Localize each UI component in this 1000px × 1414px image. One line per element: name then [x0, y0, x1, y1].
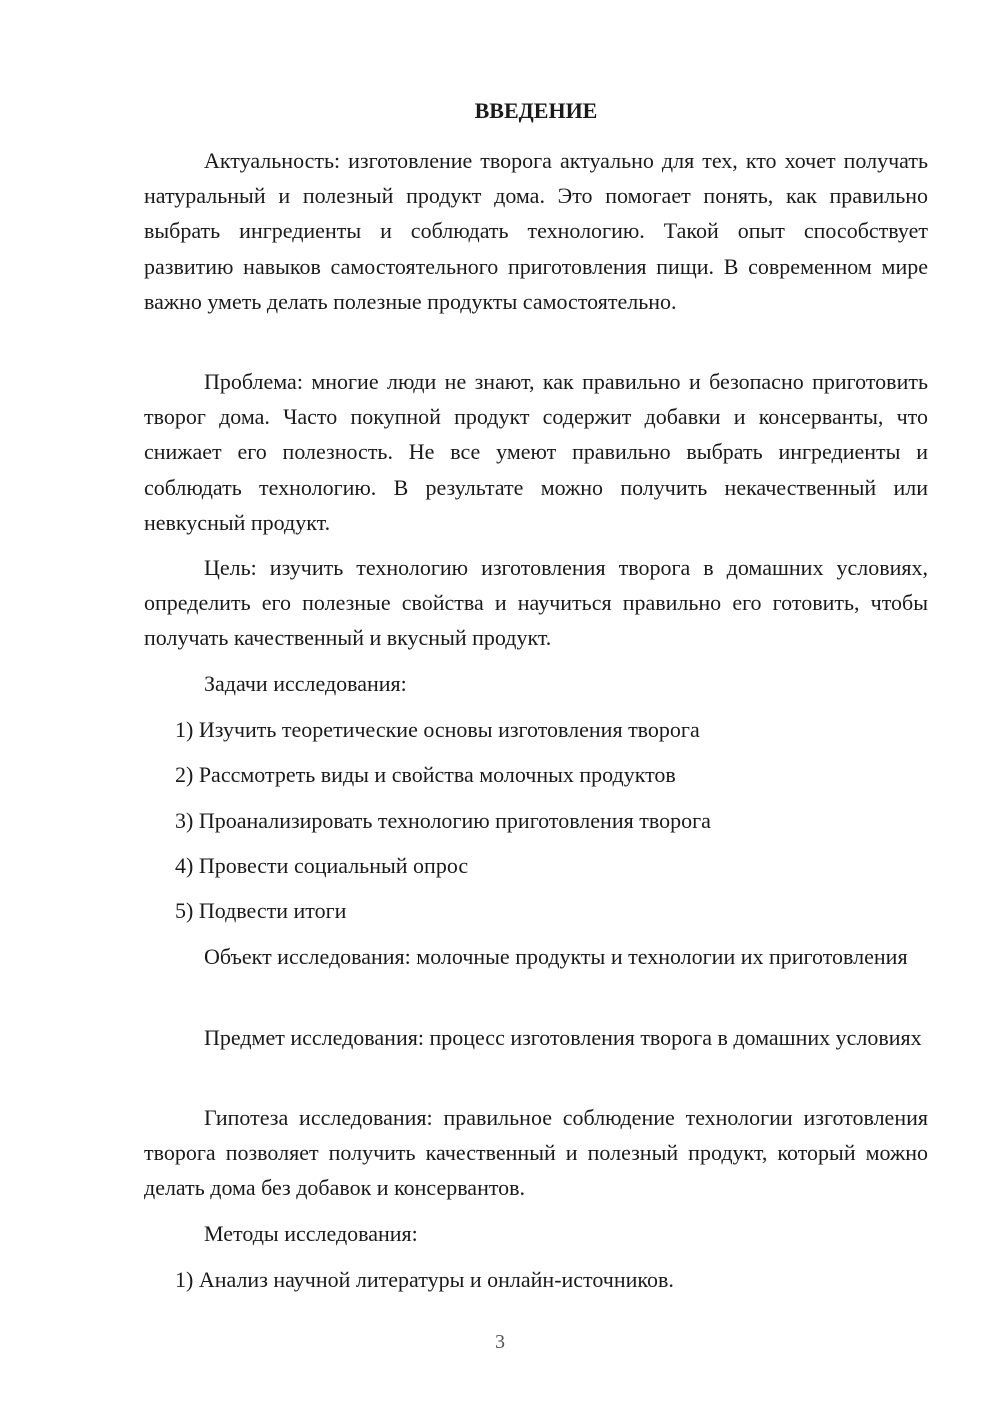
subject-paragraph: Предмет исследования: процесс изготовления творога в домашних условиях — [204, 1025, 922, 1050]
page-number: 3 — [495, 1331, 505, 1353]
problem-paragraph: Проблема: многие люди не знают, как правильно и безопасно приготовить творог дома. Часто покупной продукт содержит добавки и консерванты, что снижает его полезность. Не все умеют правильно выбрать ингредиенты и соблюдать технологию. В результате можно получить некачественный или невкусный продукт. — [144, 369, 928, 535]
hypothesis-paragraph: Гипотеза исследования: правильное соблюдение технологии изготовления творога позволяет получить качественный и полезный продукт, который можно делать дома без добавок и консервантов. — [144, 1105, 928, 1201]
task-item: 4) Провести социальный опрос — [175, 853, 469, 878]
goal-paragraph: Цель: изучить технологию изготовления творога в домашних условиях, определить его полезные свойства и научиться правильно его готовить, чтобы получать качественный и вкусный продукт. — [144, 555, 928, 651]
tasks-heading: Задачи исследования: — [204, 671, 407, 696]
methods-heading: Методы исследования: — [204, 1221, 418, 1246]
task-item: 2) Рассмотреть виды и свойства молочных продуктов — [175, 762, 676, 787]
object-paragraph: Объект исследования: молочные продукты и технологии их приготовления — [204, 944, 908, 969]
method-item: 1) Анализ научной литературы и онлайн-источников. — [175, 1267, 674, 1292]
task-item: 5) Подвести итоги — [175, 898, 347, 923]
task-item: 1) Изучить теоретические основы изготовления творога — [175, 717, 700, 742]
relevance-paragraph: Актуальность: изготовление творога актуально для тех, кто хочет получать натуральный и полезный продукт дома. Это помогает понять, как правильно выбрать ингредиенты и соблюдать технологию. Такой опыт способствует развитию навыков самостоятельного приготовления пищи. В современном мире важно уметь делать полезные продукты самостоятельно. — [144, 148, 928, 314]
page-title: ВВЕДЕНИЕ — [474, 98, 598, 123]
document-page — [144, 0, 928, 1414]
task-item: 3) Проанализировать технологию приготовления творога — [175, 808, 711, 833]
